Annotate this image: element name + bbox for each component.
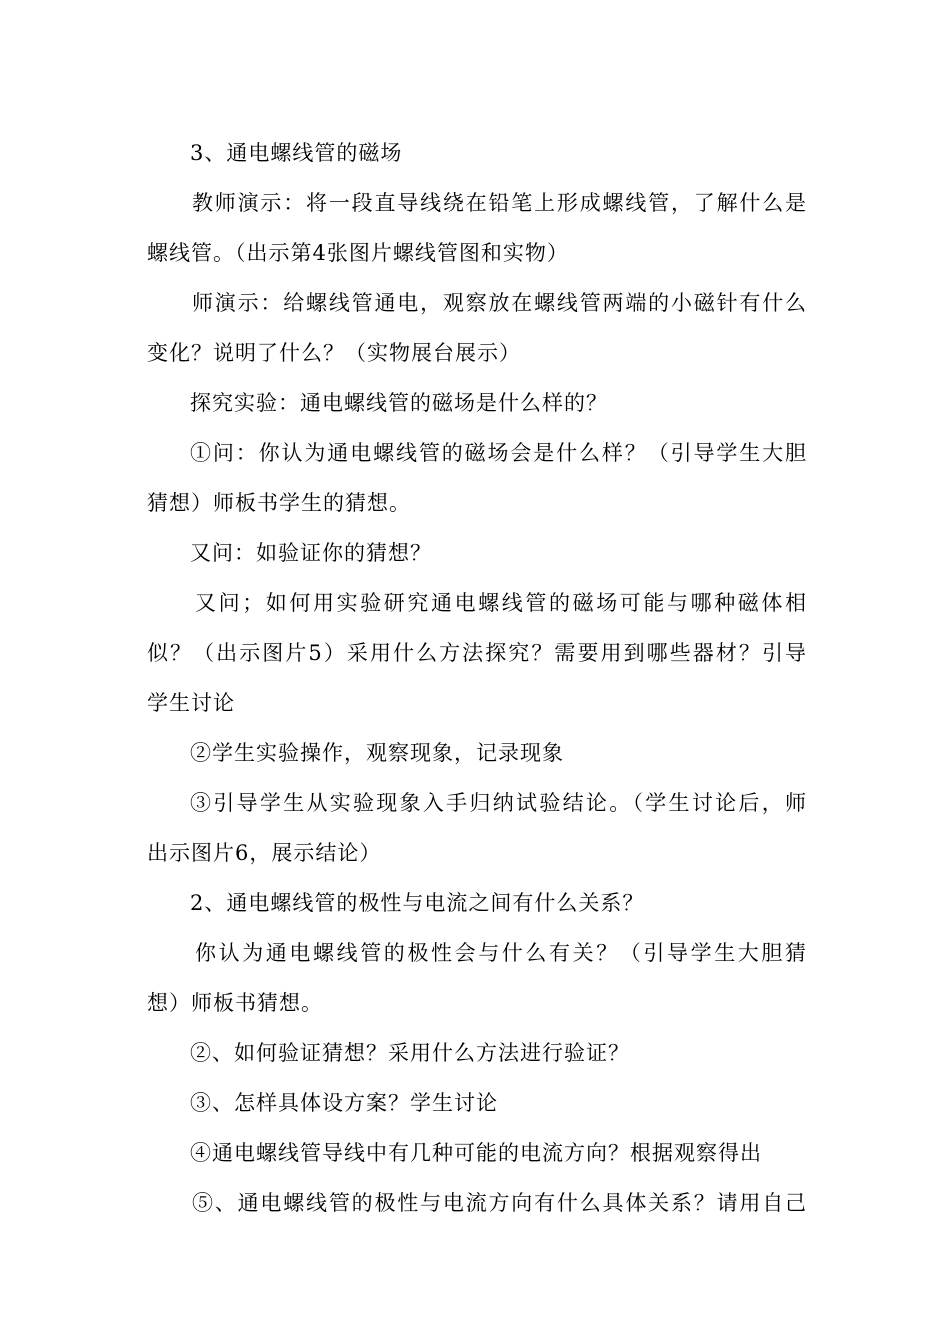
paragraph-line: 师演示：给螺线管通电，观察放在螺线管两端的小磁针有什么 [192, 291, 807, 315]
paragraph-line: ②、如何验证猜想？采用什么方法进行验证？ [190, 1041, 630, 1065]
paragraph-line: 又问：如验证你的猜想？ [190, 541, 432, 565]
section-heading-polarity: 2、通电螺线管的极性与电流之间有什么关系？ [190, 891, 645, 915]
paragraph-line: ②学生实验操作，观察现象，记录现象 [190, 741, 564, 765]
paragraph-line: 想）师板书猜想。 [147, 991, 323, 1015]
paragraph-line: 出示图片6，展示结论） [147, 841, 382, 865]
paragraph-line: 变化？说明了什么？（实物展台展示） [147, 341, 521, 365]
paragraph-line: 你认为通电螺线管的极性会与什么有关？（引导学生大胆猜 [195, 941, 807, 965]
paragraph-line: ③引导学生从实验现象入手归纳试验结论。（学生讨论后，师 [190, 791, 807, 815]
paragraph-line: 似？（出示图片5）采用什么方法探究？需要用到哪些器材？引导 [147, 641, 807, 665]
paragraph-line: ①问：你认为通电螺线管的磁场会是什么样？（引导学生大胆 [190, 441, 807, 465]
paragraph-line: 教师演示：将一段直导线绕在铅笔上形成螺线管，了解什么是 [192, 191, 807, 215]
paragraph-line: 螺线管。（出示第4张图片螺线管图和实物） [147, 241, 569, 265]
paragraph-line: ⑤、通电螺线管的极性与电流方向有什么具体关系？请用自己 [192, 1191, 807, 1215]
paragraph-line: 学生讨论 [147, 691, 235, 715]
section-heading-solenoid-field: 3、通电螺线管的磁场 [190, 141, 403, 165]
paragraph-line: ③、怎样具体设方案？学生讨论 [190, 1091, 498, 1115]
paragraph-line: 又问；如何用实验研究通电螺线管的磁场可能与哪种磁体相 [195, 591, 807, 615]
paragraph-line: ④通电螺线管导线中有几种可能的电流方向？根据观察得出 [190, 1141, 762, 1165]
paragraph-line: 探究实验：通电螺线管的磁场是什么样的？ [190, 391, 608, 415]
paragraph-line: 猜想）师板书学生的猜想。 [147, 491, 411, 515]
